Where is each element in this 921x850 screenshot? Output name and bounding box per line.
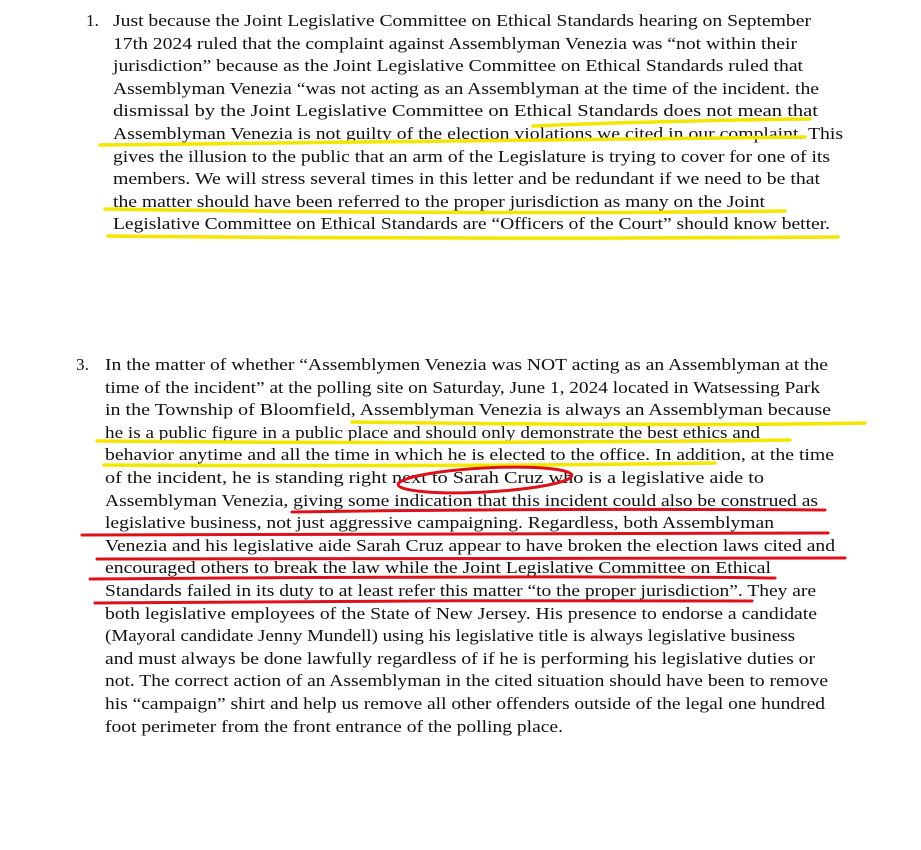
text-line: Standards failed in its duty to at least refer this matter “to the proper jurisdiction”. They are	[105, 581, 816, 600]
item-number: 3.	[76, 355, 89, 374]
text-line: Assemblyman Venezia is not guilty of the election violations we cited in our complaint. This	[113, 124, 843, 143]
text-line: 17th 2024 ruled that the complaint against Assemblyman Venezia was “not within their	[113, 33, 797, 53]
item-number: 1.	[86, 11, 99, 30]
text-line: gives the illusion to the public that an arm of the Legislature is trying to cover for one of its	[113, 146, 830, 166]
text-line: dismissal by the Joint Legislative Committee on Ethical Standards does not mean that	[113, 101, 818, 121]
text-line: Venezia and his legislative aide Sarah Cruz appear to have broken the election laws cited and	[105, 535, 835, 555]
text-line: and must always be done lawfully regardless of if he is performing his legislative duties or	[105, 648, 815, 668]
yellow-underline	[108, 236, 838, 238]
text-line: he is a public figure in a public place and should only demonstrate the best ethics and	[105, 422, 760, 442]
text-line: Just because the Joint Legislative Committee on Ethical Standards hearing on September	[113, 11, 811, 30]
text-line: both legislative employees of the State of New Jersey. His presence to endorse a candidate	[105, 603, 817, 623]
text-line: jurisdiction” because as the Joint Legislative Committee on Ethical Standards ruled that	[113, 56, 803, 76]
text-line: (Mayoral candidate Jenny Mundell) using his legislative title is always legislative business	[105, 626, 795, 646]
text-line: members. We will stress several times in this letter and be redundant if we need to be that	[113, 169, 820, 189]
text-line: not. The correct action of an Assemblyman in the cited situation should have been to remove	[105, 671, 828, 691]
text-line: in the Township of Bloomfield, Assemblyman Venezia is always an Assemblyman because	[105, 400, 831, 420]
text-line: time of the incident” at the polling site on Saturday, June 1, 2024 located in Watsessing Park	[105, 377, 820, 397]
text-line: Assemblyman Venezia, giving some indication that this incident could also be construed as	[105, 490, 818, 510]
text-line: Assemblyman Venezia “was not acting as an Assemblyman at the time of the incident. the	[113, 78, 819, 98]
text-line: the matter should have been referred to the proper jurisdiction as many on the Joint	[113, 191, 765, 211]
text-line: Legislative Committee on Ethical Standards are “Officers of the Court” should know better.	[113, 214, 830, 234]
text-line: In the matter of whether “Assemblymen Venezia was NOT acting as an Assemblyman at the	[105, 355, 828, 374]
text-line: of the incident, he is standing right next to Sarah Cruz who is a legislative aide to	[105, 468, 764, 487]
text-line: legislative business, not just aggressive campaigning. Regardless, both Assemblyman	[105, 513, 774, 533]
text-line: behavior anytime and all the time in which he is elected to the office. In addition, at the time	[105, 445, 834, 465]
text-line: foot perimeter from the front entrance of the polling place.	[105, 716, 563, 736]
text-line: encouraged others to break the law while the Joint Legislative Committee on Ethical	[105, 558, 771, 578]
text-line: his “campaign” shirt and help us remove all other offenders outside of the legal one hundred	[105, 694, 825, 713]
